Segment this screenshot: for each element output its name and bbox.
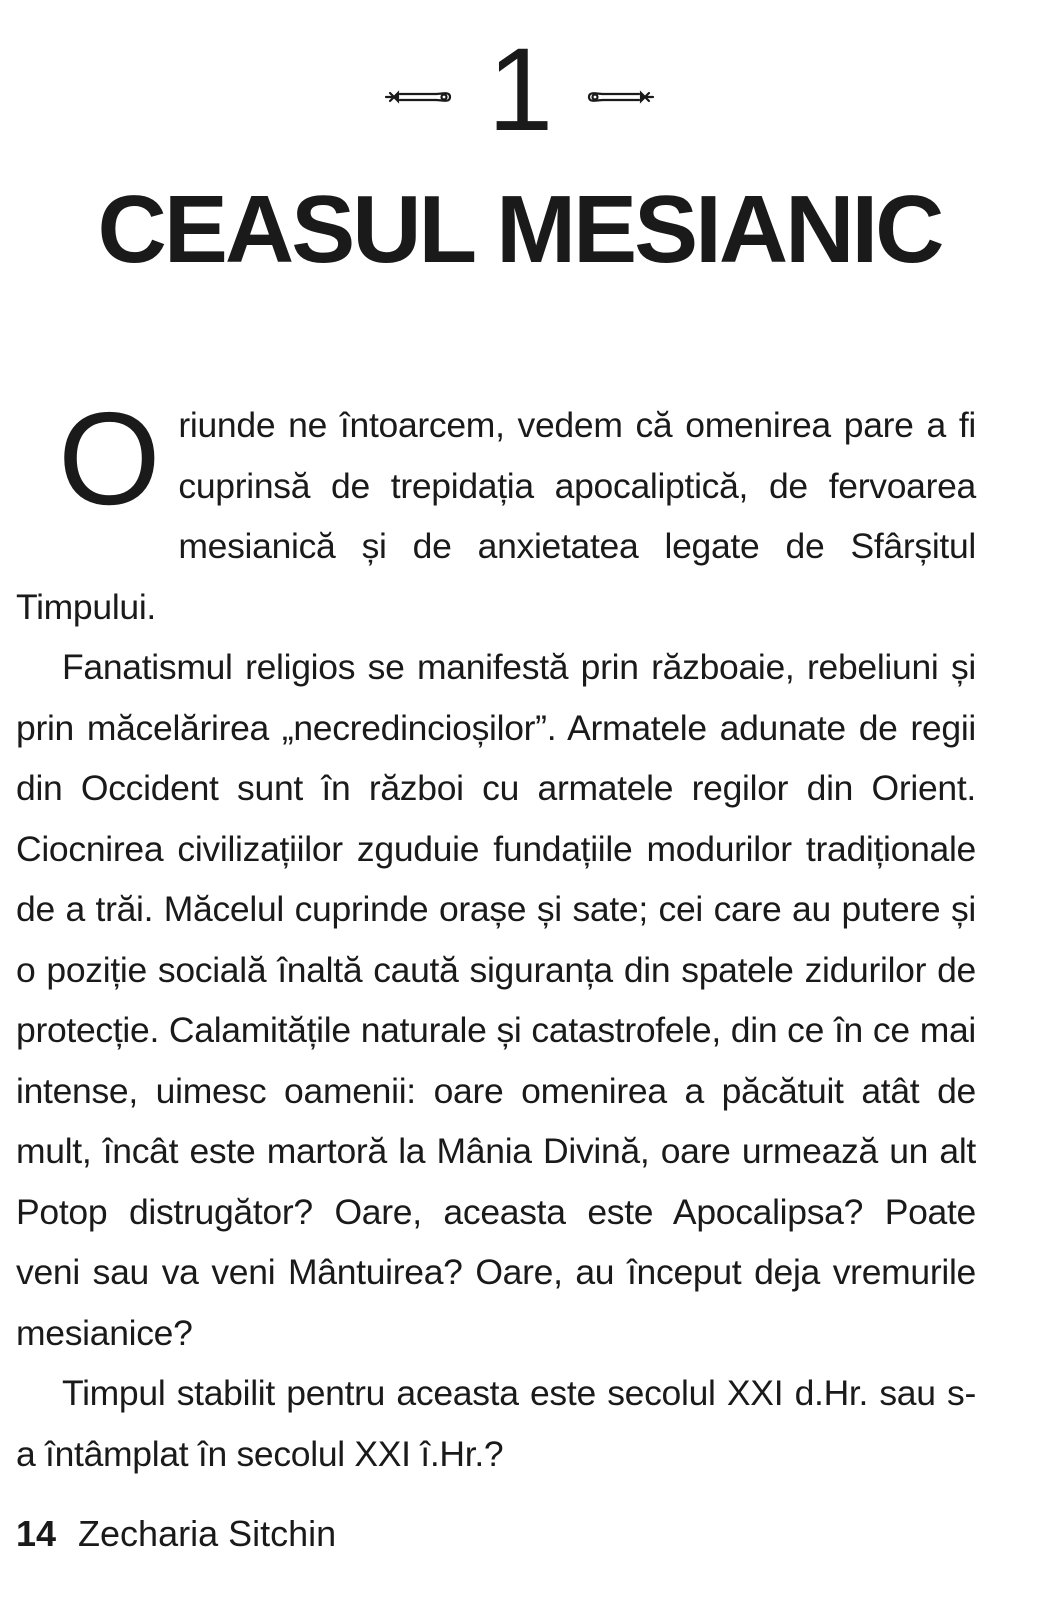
drop-cap: O (58, 385, 161, 532)
paragraph-2: Fanatismul religios se manifestă prin războaie, rebeliuni și prin măcelărirea „necredincioșilor”. Armatele adunate de regii din Occident sunt în război cu armatele regilor din Orient. Ciocnirea civilizațiilor zguduie fundațiile modurilor tradiționale de a trăi. Măcelul cuprinde orașe și sate; cei care au putere și o poziție socială înaltă caută siguranța din spatele zidurilor de protecție. Calamitățile naturale și catastrofele, din ce în ce mai intense, uimesc oamenii: oare omenirea a păcătuit atât de mult, încât este martoră la Mânia Divină, oare urmează un alt Potop distrugător? Oare, aceasta este Apocalipsa? Poate veni sau va veni Mântuirea? Oare, au început deja vremurile mesianice? (16, 647, 976, 1353)
author-name: Zecharia Sitchin (78, 1513, 337, 1554)
chapter-number: 1 (487, 24, 552, 156)
chapter-heading (0, 24, 1039, 156)
body-text (16, 385, 976, 1484)
chapter-title: CEASUL MESIANIC (97, 176, 942, 283)
page-footer (16, 1512, 336, 1556)
left-ornament-icon (384, 85, 454, 109)
paragraph-1-text: riunde ne întoarcem, vedem că omenirea pare a fi cuprinsă de trepidația apocaliptică, de fervoarea mesianică și de anxietatea legate de Sfârșitul Timpului. (16, 405, 976, 627)
paragraph-3: Timpul stabilit pentru aceasta este secolul XXI d.Hr. sau s-a întâmplat în secolul XXI î.Hr.? (16, 1373, 976, 1474)
right-ornament-icon (585, 85, 655, 109)
paragraph-1 (16, 385, 976, 637)
page-number: 14 (16, 1513, 57, 1554)
